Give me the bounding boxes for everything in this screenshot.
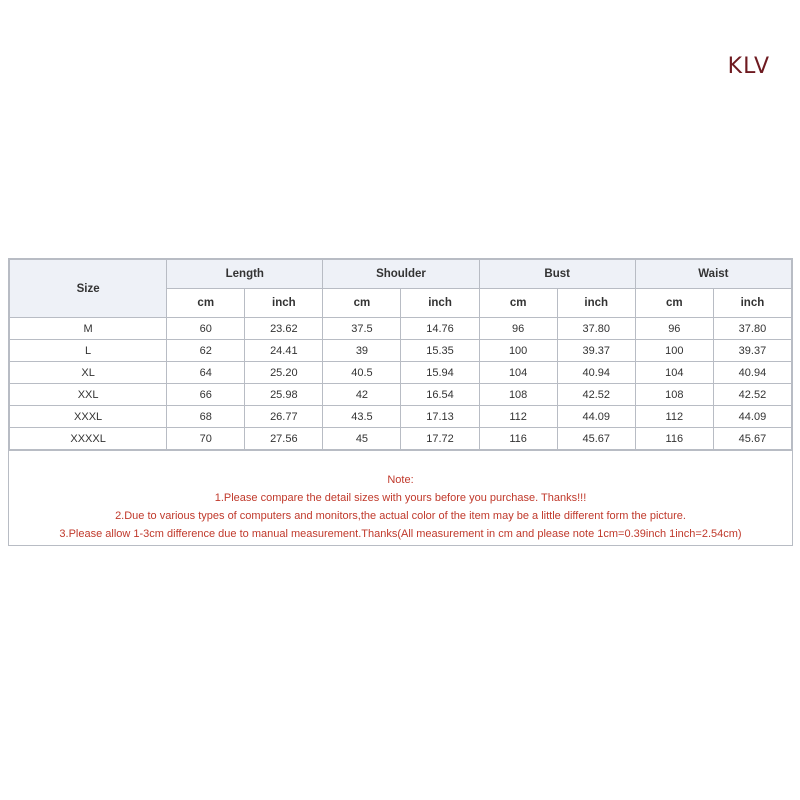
table-cell: 14.76 <box>401 318 479 340</box>
table-cell: 100 <box>479 340 557 362</box>
table-cell: 96 <box>635 318 713 340</box>
unit-header-inch: inch <box>557 289 635 318</box>
size-header: Size <box>10 260 167 318</box>
note-line-3: 3.Please allow 1-3cm difference due to manual measurement.Thanks(All measurement in cm and please note 1cm=0.39inch 1inch=2.54cm) <box>59 528 742 540</box>
table-row <box>10 362 792 384</box>
size-chart <box>8 258 793 546</box>
table-cell: 112 <box>479 406 557 428</box>
size-cell: XXXL <box>10 406 167 428</box>
table-cell: 68 <box>167 406 245 428</box>
unit-header-cm: cm <box>479 289 557 318</box>
table-cell: 24.41 <box>245 340 323 362</box>
table-row <box>10 384 792 406</box>
table-cell: 116 <box>635 428 713 450</box>
table-cell: 66 <box>167 384 245 406</box>
notes-section <box>9 450 792 545</box>
table-cell: 25.98 <box>245 384 323 406</box>
table-cell: 40.5 <box>323 362 401 384</box>
table-cell: 26.77 <box>245 406 323 428</box>
unit-header-cm: cm <box>323 289 401 318</box>
group-header-waist: Waist <box>635 260 791 289</box>
unit-header-inch: inch <box>401 289 479 318</box>
table-cell: 112 <box>635 406 713 428</box>
table-cell: 17.13 <box>401 406 479 428</box>
table-cell: 42 <box>323 384 401 406</box>
table-cell: 17.72 <box>401 428 479 450</box>
table-cell: 60 <box>167 318 245 340</box>
table-cell: 44.09 <box>557 406 635 428</box>
table-cell: 15.35 <box>401 340 479 362</box>
table-cell: 23.62 <box>245 318 323 340</box>
table-cell: 108 <box>635 384 713 406</box>
table-cell: 70 <box>167 428 245 450</box>
table-cell: 104 <box>479 362 557 384</box>
size-table <box>9 259 792 450</box>
table-cell: 42.52 <box>713 384 791 406</box>
size-cell: XL <box>10 362 167 384</box>
table-cell: 116 <box>479 428 557 450</box>
table-cell: 104 <box>635 362 713 384</box>
table-cell: 39 <box>323 340 401 362</box>
table-cell: 39.37 <box>557 340 635 362</box>
table-cell: 25.20 <box>245 362 323 384</box>
table-cell: 39.37 <box>713 340 791 362</box>
note-line-1: 1.Please compare the detail sizes with yours before you purchase. Thanks!!! <box>214 492 587 504</box>
unit-header-inch: inch <box>245 289 323 318</box>
table-cell: 108 <box>479 384 557 406</box>
table-cell: 40.94 <box>713 362 791 384</box>
unit-header-cm: cm <box>167 289 245 318</box>
table-cell: 45 <box>323 428 401 450</box>
size-cell: XXXXL <box>10 428 167 450</box>
table-cell: 15.94 <box>401 362 479 384</box>
table-cell: 100 <box>635 340 713 362</box>
table-cell: 62 <box>167 340 245 362</box>
table-row <box>10 340 792 362</box>
size-cell: M <box>10 318 167 340</box>
table-cell: 43.5 <box>323 406 401 428</box>
group-header-shoulder: Shoulder <box>323 260 479 289</box>
table-cell: 45.67 <box>557 428 635 450</box>
table-cell: 45.67 <box>713 428 791 450</box>
table-cell: 37.5 <box>323 318 401 340</box>
group-header-bust: Bust <box>479 260 635 289</box>
table-cell: 16.54 <box>401 384 479 406</box>
group-header-length: Length <box>167 260 323 289</box>
table-cell: 44.09 <box>713 406 791 428</box>
unit-header-cm: cm <box>635 289 713 318</box>
note-line-2: 2.Due to various types of computers and monitors,the actual color of the item may be a little different form the picture. <box>115 510 686 522</box>
table-row <box>10 428 792 450</box>
table-cell: 96 <box>479 318 557 340</box>
note-title: Note: <box>387 474 414 486</box>
table-cell: 27.56 <box>245 428 323 450</box>
table-cell: 37.80 <box>557 318 635 340</box>
unit-header-inch: inch <box>713 289 791 318</box>
brand-logo: KLV <box>727 54 770 79</box>
table-cell: 42.52 <box>557 384 635 406</box>
table-row <box>10 406 792 428</box>
group-header-row <box>10 260 792 289</box>
table-cell: 37.80 <box>713 318 791 340</box>
size-cell: XXL <box>10 384 167 406</box>
table-cell: 64 <box>167 362 245 384</box>
size-cell: L <box>10 340 167 362</box>
table-cell: 40.94 <box>557 362 635 384</box>
table-row <box>10 318 792 340</box>
